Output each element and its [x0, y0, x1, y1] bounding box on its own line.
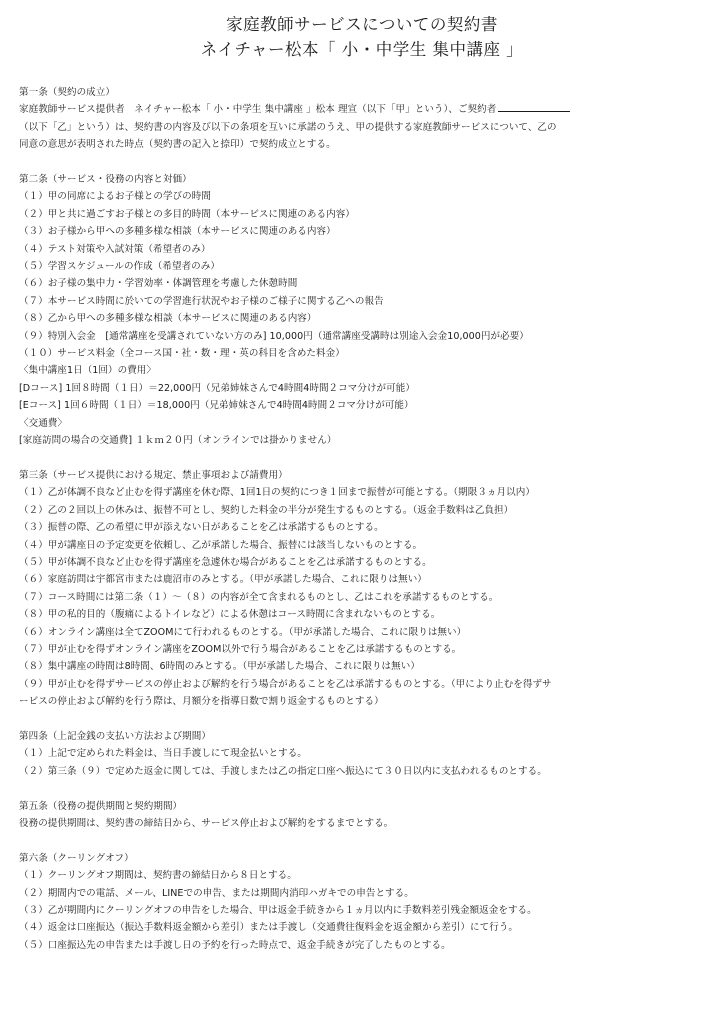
article-line: （１０）サービス料金（全コース国・社・数・理・英の科目を含めた料金） [19, 348, 345, 360]
article-line: （以下「乙」という）は、契約書の内容及び以下の条項を互いに承諾のうえ、甲の提供する家庭教師サービスについて、乙の [19, 121, 557, 133]
article-line: （２）甲と共に過ごすお子様との多目的時間（本サービスに関連のある内容） [19, 208, 355, 220]
article-heading: 第三条（サービス提供における規定、禁止事項および請費用） [19, 469, 288, 481]
article-line: （６）お子様の集中力・学習効率・体調管理を考慮した休憩時間 [19, 278, 298, 290]
title-line-2: ネイチャー松本「 小・中学生 集中講座 」 [200, 40, 524, 59]
article-1 [19, 84, 711, 154]
contractor-name-blank[interactable] [498, 101, 570, 112]
article-line: （１）甲の同席によるお子様との学びの時間 [19, 191, 211, 203]
article-line: （５）口座振込先の申告または手渡し日の予約を行った時点で、返金手続きが完了したものとする。 [19, 939, 451, 951]
article-line: （５）学習スケジュールの作成（希望者のみ） [19, 261, 220, 273]
article-line: （５）甲が体調不良など止むを得ず講座を急遽休む場合があることを乙は承諾するものとする。 [19, 556, 432, 568]
article-line: （７）甲が止むを得ずオンライン講座をZOOM以外で行う場合があることを乙は承諾するものとする。 [19, 643, 462, 655]
article-line: （４）テスト対策や入試対策（希望者のみ） [19, 243, 211, 255]
article-line: [家庭訪問の場合の交通費] １ｋｍ２０円（オンラインでは掛かりません） [19, 435, 337, 447]
article-line: 〈集中講座1日（1回）の費用〉 [19, 365, 157, 377]
article-line: （７）本サービス時間に於いての学習進行状況やお子様のご様子に関する乙への報告 [19, 295, 384, 307]
article-line: （３）お子様から甲への多種多様な相談（本サービスに関連のある内容） [19, 226, 336, 238]
article-heading: 第五条（役務の提供期間と契約期間） [19, 800, 183, 812]
article-line: （２）乙の２回以上の休みは、振替不可とし、契約した料金の半分が発生するものとする。（返金手数料は乙負担） [19, 504, 514, 516]
document-title [0, 12, 724, 62]
article-line: （４）返金は口座振込（振込手数料返金額から差引）または手渡し（交通費往復料金を返金額から差引）にて行う。 [19, 922, 519, 934]
contract-body [19, 84, 711, 972]
article-heading: 第一条（契約の成立） [19, 87, 115, 98]
article-line: （８）乙から甲への多種多様な相談（本サービスに関連のある内容） [19, 313, 317, 325]
title-line-1: 家庭教師サービスについての契約書 [226, 15, 498, 34]
article-line: （２）第三条（９）で定めた返金に関しては、手渡しまたは乙の指定口座へ振込にて３０日以内に支払われるものとする。 [19, 765, 547, 777]
article-line: （３）振替の際、乙の希望に甲が添えない日があることを乙は承諾するものとする。 [19, 522, 384, 534]
article-line: 〈交通費〉 [19, 417, 67, 429]
article-heading: 第二条（サービス・役務の内容と対価） [19, 174, 192, 186]
article-line: （１）クーリングオフ期間は、契約書の締結日から８日とする。 [19, 870, 297, 882]
article-3 [19, 467, 711, 711]
article-6 [19, 850, 711, 954]
article-line: 同意の意思が表明された時点（契約書の記入と捺印）で契約成立とする。 [19, 139, 336, 151]
article-5 [19, 798, 711, 833]
article-line: （１）乙が体調不良など止むを得ず講座を休む際、1回1日の契約につき１回まで振替が可能とする。（期限３ヵ月以内） [19, 487, 535, 499]
article-line: （６）オンライン講座は全てZOOMにて行われるものとする。（甲が承諾した場合、これに限りは無い） [19, 626, 467, 638]
article-line: 役務の提供期間は、契約書の締結日から、サービス停止および解約をするまでとする。 [19, 818, 394, 829]
article-heading: 第四条（上記金銭の支払い方法および期間） [19, 730, 211, 742]
article-2 [19, 171, 711, 450]
article-line [19, 101, 711, 118]
article-line-text: 家庭教師サービス提供者 ネイチャー松本「 小・中学生 集中講座 」松本 理宣（以下「甲」という）、ご契約者 [19, 104, 497, 116]
article-line: ービスの停止および解約を行う際は、月額分を指導日数で割り返金するものとする） [19, 696, 384, 708]
article-line: （９）甲が止むを得ずサービスの停止および解約を行う場合があることを乙は承諾するものとする。（甲により止むを得ずサ [19, 678, 552, 690]
article-line: （４）甲が講座日の予定変更を依頼し、乙が承諾した場合、振替には該当しないものとする。 [19, 539, 423, 551]
article-heading: 第六条（クーリングオフ） [19, 852, 134, 864]
article-line: （８）甲の私的目的（腹痛によるトイレなど）による休憩はコース時間に含まれないものとする。 [19, 609, 441, 621]
article-line: [Dコース] 1回８時間（１日）＝22,000円（兄弟姉妹さんで4時間4時間２コマ分けが可能） [19, 382, 415, 394]
article-line: （８）集中講座の時間は8時間、6時間のみとする。（甲が承諾した場合、これに限りは無い） [19, 661, 420, 673]
article-line: （７）コース時間には第二条（１）～（８）の内容が全て含まれるものとし、乙はこれを承諾するものとする。 [19, 591, 499, 603]
article-line: （２）期間内での電話、メール、LINEでの申告、または期間内消印ハガキでの申告とする。 [19, 887, 414, 899]
article-line: （９）特別入会金 [通常講座を受講されていない方のみ] 10,000円（通常講座受講時は別途入会金10,000円が必要） [19, 330, 529, 342]
article-4 [19, 728, 711, 780]
article-line: （６）家庭訪問は宇都宮市または鹿沼市のみとする。（甲が承諾した場合、これに限りは無い） [19, 574, 427, 586]
article-line: [Eコース] 1回６時間（１日）＝18,000円（兄弟姉妹さんで4時間4時間２コマ分けが可能） [19, 400, 414, 412]
article-line: （１）上記で定められた料金は、当日手渡しにて現金払いとする。 [19, 748, 307, 760]
article-line: （３）乙が期間内にクーリングオフの申告をした場合、甲は返金手続きから１ヵ月以内に手数料差引残金額返金をする。 [19, 905, 537, 917]
